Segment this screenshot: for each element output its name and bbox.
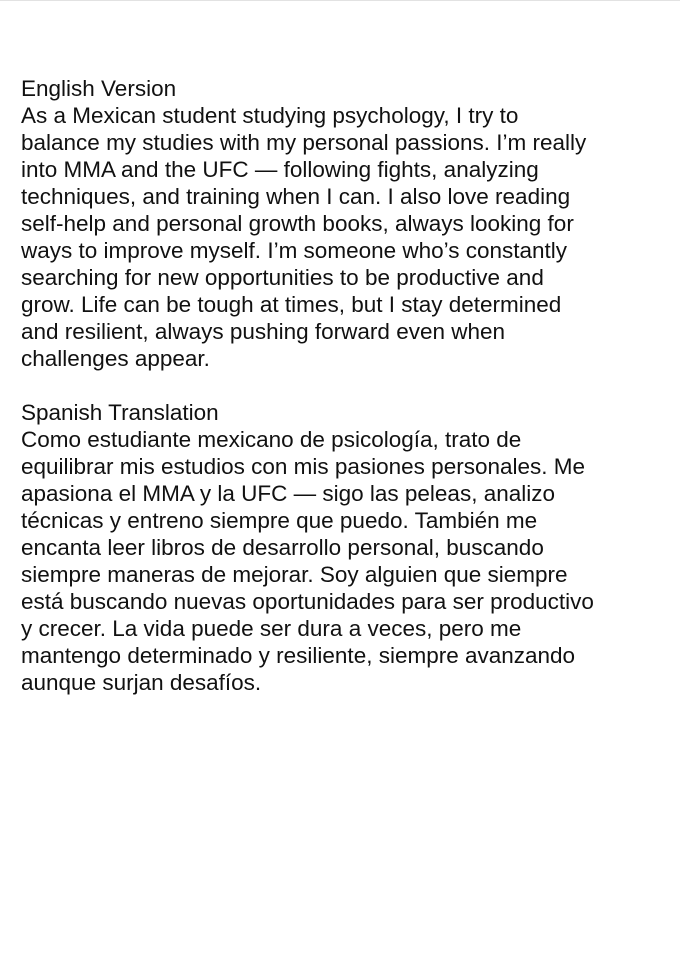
english-line: challenges appear. <box>21 346 210 371</box>
english-line: ways to improve myself. I’m someone who’s constantly <box>21 238 568 263</box>
english-line: self-help and personal growth books, always looking for <box>21 211 574 236</box>
english-line: balance my studies with my personal passions. I’m really <box>21 130 587 155</box>
spanish-line: está buscando nuevas oportunidades para ser productivo <box>21 589 594 614</box>
english-line: searching for new opportunities to be productive and <box>21 265 544 290</box>
spanish-heading: Spanish Translation <box>21 400 219 425</box>
spanish-line: mantengo determinado y resiliente, siempre avanzando <box>21 643 576 668</box>
spanish-section <box>21 399 671 696</box>
english-line: into MMA and the UFC — following fights, analyzing <box>21 157 539 182</box>
spanish-line: Como estudiante mexicano de psicología, trato de <box>21 427 522 452</box>
spanish-line: encanta leer libros de desarrollo personal, buscando <box>21 535 544 560</box>
english-line: and resilient, always pushing forward even when <box>21 319 506 344</box>
spanish-line: apasiona el MMA y la UFC — sigo las peleas, analizo <box>21 481 556 506</box>
document-body <box>21 75 671 696</box>
top-divider <box>0 0 680 1</box>
english-line: As a Mexican student studying psychology, I try to <box>21 103 519 128</box>
spanish-line: y crecer. La vida puede ser dura a veces, pero me <box>21 616 522 641</box>
english-line: grow. Life can be tough at times, but I stay determined <box>21 292 562 317</box>
spanish-line: siempre maneras de mejorar. Soy alguien que siempre <box>21 562 568 587</box>
english-section <box>21 75 671 372</box>
spanish-line: equilibrar mis estudios con mis pasiones personales. Me <box>21 454 586 479</box>
english-line: techniques, and training when I can. I also love reading <box>21 184 571 209</box>
spanish-line: técnicas y entreno siempre que puedo. También me <box>21 508 538 533</box>
english-heading: English Version <box>21 76 177 101</box>
spanish-line: aunque surjan desafíos. <box>21 670 262 695</box>
